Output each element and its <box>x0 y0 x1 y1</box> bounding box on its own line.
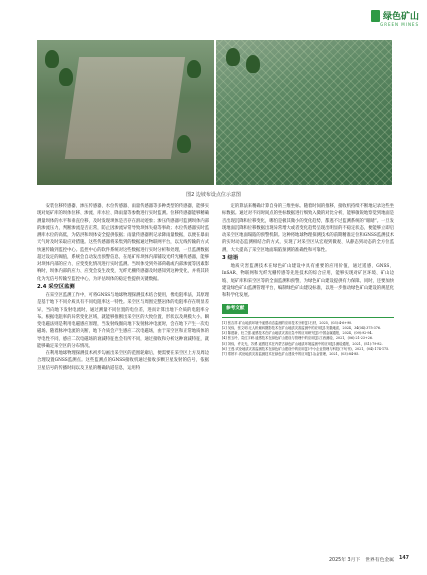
reference-item: [5] 刘伟，许友光，苏勇.遥感技术在内蒙古绿色矿山地质环境监测中的应用[J].测绘通报，2021，(S1):79-82. <box>222 341 383 346</box>
body-paragraph: 定的算法来精确计算自身的三维坐标。随着时间的推移，接收机持续不断地记录这些坐标数据。通过对不同时间点的坐标数据进行细致入微的对比分析，能够敏锐地察觉到地面是否出现沉降和位移变化，哪怕是极其微小的变化趋势，都逃不过监测系统的“眼睛”。一旦发现地面沉降和位移数据出现异常增大或者变化趋势呈现出明显的不稳定状态，便能够立即启动采空区地面塌陷的预警机制。这种将地球物理探测技术的前期精准定位和GNSS监测技术的实时动态监测相结合的方式，实现了对采空区从宏观到微观、从静态到动态的全方位监测，大大提高了采空区地面塌陷预测的准确性和可靠性。 <box>222 204 394 253</box>
slope-photo-left <box>37 40 214 185</box>
brand-mark-icon <box>371 10 380 22</box>
body-paragraph: 在利用地球物理探测技术初步勾画出采空区的范围轮廓后，便需要在采空区上方及周边合理设置GNSS监测点。这些监测点的GNSS接收机通过接收多颗卫星发射的信号，依据卫星信号的传播时间以及卫星的精确轨道信息，运用特 <box>37 351 209 371</box>
page-footer <box>329 556 409 563</box>
figure-photos <box>37 40 392 185</box>
body-paragraph: 地质灾害监测技术在绿色矿山建设中具有重要的应用价值，通过遥感、GNSS、InSAR、物联网和光纤光栅传感等先进技术的综合应用，能够实现对矿区环境、矿山边坡、尾矿库和采空区等的全面监测和预警，为绿色矿山建设提供有力保障。同时，还要加快建设绿色矿山监测管理平台，编制绿色矿山建设标准，以进一步推动绿色矿山建设的规范化和科学化发展。 <box>222 264 394 298</box>
brand-name: 绿色矿山 <box>382 12 419 22</box>
section-heading: 3 结语 <box>222 254 239 261</box>
brand-name-en: GREEN MINES <box>380 22 419 27</box>
issue-date: 2025年 3月下 <box>329 558 361 563</box>
references-title: 参考文献 <box>222 304 248 313</box>
reference-item: [2] 吴伟，张文明.无人机倾斜摄影技术在矿山地质灾害监测中的应用[J].安徽地质，2024，34(04):375-376. <box>222 325 382 330</box>
reference-item: [1] 张吉祥.矿山地质环境中遥感动态监测的应用技术分析[J].石材，2025，(03):4-6+90. <box>222 320 353 325</box>
brand-logo <box>371 9 419 22</box>
reference-item: [3] 陈建新，杜兰强.遥感技术在矿山地质灾害应急中的应用研究[J].中国金属通报，2024，(09):92-94. <box>222 331 373 336</box>
page-number: 147 <box>398 556 409 561</box>
slope-photo-right <box>216 40 393 185</box>
figure-caption: 图2 边坡布设点位示意图 <box>186 192 241 198</box>
left-column <box>37 203 209 372</box>
reference-item: [7] 郑婷平.试论地质灾害监测技术在绿色矿山建设中的应用[J].冶金管理，2021，(03):84-85. <box>222 352 360 357</box>
journal-name: 世界有色金属 <box>365 558 394 563</box>
section-heading: 2.4 采空区监测 <box>37 283 75 290</box>
reference-item: [6] 王莲.试论地质灾害监测技术在绿色矿山建设中的应用[J].中小企业管理与科技(下旬刊)，2021，(04):174-175. <box>222 346 390 351</box>
references-divider <box>222 317 394 318</box>
reference-list <box>222 321 394 358</box>
reference-item: [4] 张玉玲，袁红宇研.遥感技术在绿色矿山建设与管理中的应用[J].江西测绘，2021，(06):21-23+26. <box>222 336 373 341</box>
body-paragraph: 在采空区监测工作中，可将GNSS与地球物理探测技术结合使用，像电阻率法，其原理是基于地下不同介质具有不同电阻率这一特性。采空区与周围完整岩体的电阻率存在明显差异，当向地下发射电流时，通过测量不同位置的电位差，进而计算出地下介质的电阻率分布。根据电阻率的异常变化区域，就能够推断出采空区的大致位置、形状以及规模大小。瞬变电磁法则是利用电磁感应原理，当发射线圈向地下发射脉冲电流时，会在地下产生一次电磁场。随着脉冲电流的关断，地下介质会产生感应二次电磁场，由于采空区和正常地质体的导电性不同，感应二次电磁场的衰减特征也会有所不同，通过接收和分析这种衰减特征，就能够确定采空区的分布情况。 <box>37 293 209 349</box>
right-column <box>222 203 394 358</box>
body-paragraph: 安装位移传感器、渗压传感器、水位传感器、雨量传感器等多种类型的传感器，能够实现对尾矿库的坝体位移、渗流、库水位、降雨量等参数进行实时监测。位移传感器能够精确测量坝体的水平和垂直位移，及时发现坝体是否存在滑动迹象；渗压传感器可监测坝体内部的渗流压力，判断渗流是否正常，防止因渗流异常导致坝体失稳等事故；水位传感器实时监测库水位的高低，为防洪和坝体安全提供依据；雨量传感器则记录降雨量数据，以便在暴雨天气时及时采取应对措施。这些传感器将采集到的数据通过物联网平台，以无线传输的方式快速传输到监控中心。监控中心的软件系统对这些数据进行实时分析和处理，一旦监测数据超过设定的阈值，系统会自动发出预警信息，在尾矿库坝体内部铺设光纤光栅传感器，能够对坝体内部的应力、应变变化情况进行实时监测。当坝体受到外部荷载或内部渗流等因素影响时，坝体内部的应力、应变会发生改变，光纤光栅传感器及时感知到这种变化，并将其转化为光信号传输至监控中心，为评估坝体的稳定性提供关键数据。 <box>37 204 209 282</box>
